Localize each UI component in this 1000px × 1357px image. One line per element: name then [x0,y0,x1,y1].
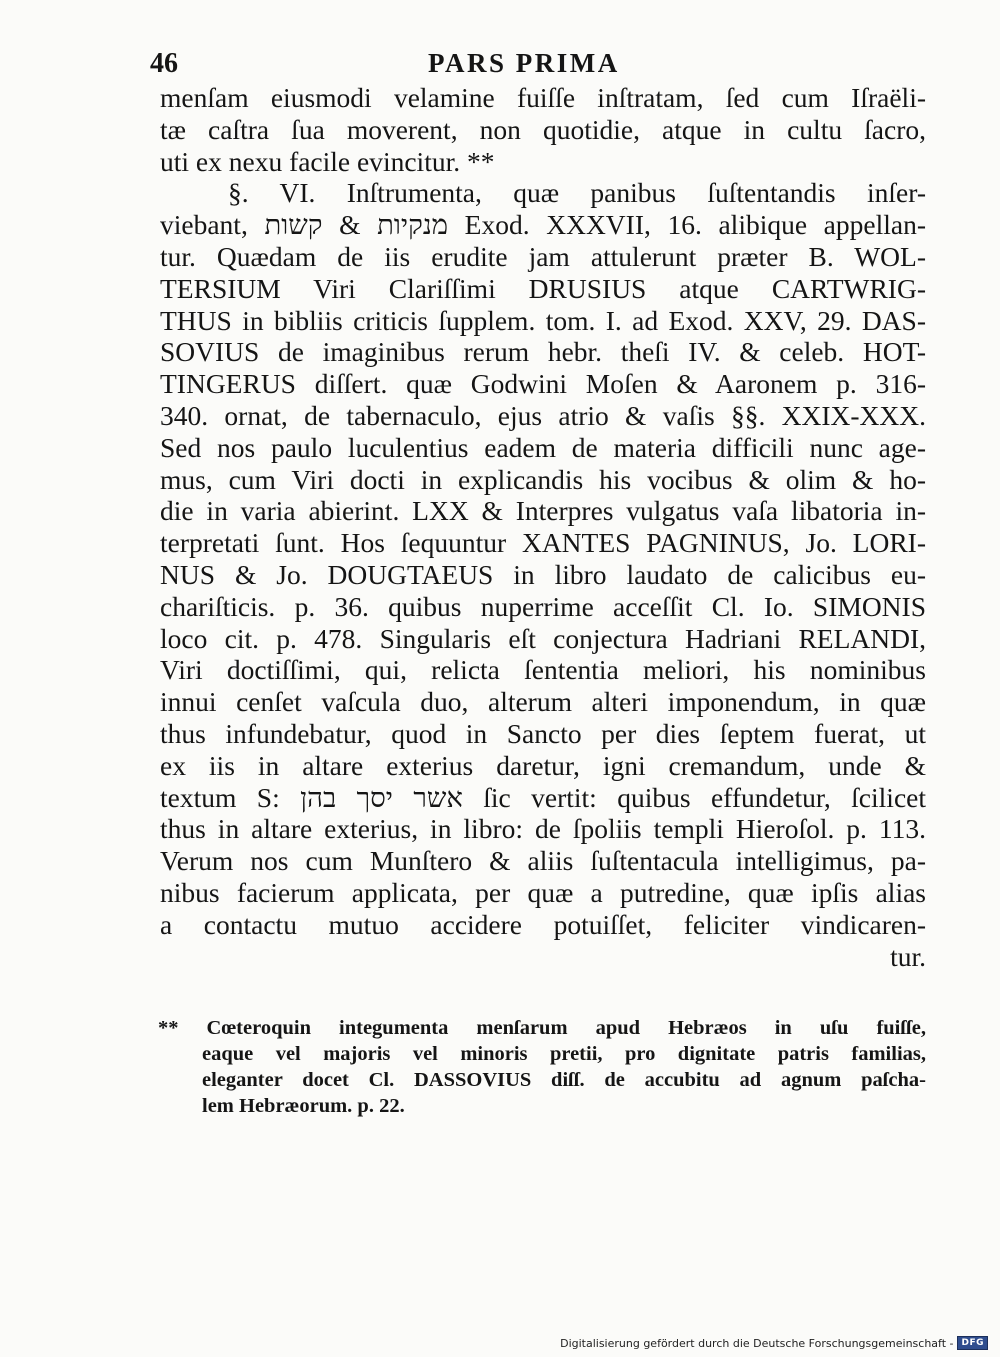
text-line: mus, cum Viri docti in explicandis his vocibus & olim & ho- [160,463,926,495]
footnote-line: eaque vel majoris vel minoris pretii, pro dignitate patris familias, [202,1043,926,1065]
footnote-line: lem Hebræorum. p. 22. [202,1095,405,1117]
text-line: terpretati ſunt. Hos ſequuntur XANTES PAGNINUS, Jo. LORI- [160,527,926,559]
footnote-line: ** Cœteroquin integumenta menſarum apud Hebræos in uſu fuiſſe, [158,1017,926,1039]
text-line: uti ex nexu facile evincitur. ** [160,145,495,177]
text-line: tur. [890,940,926,972]
text-line: tæ caſtra ſua moverent, non quotidie, atque in cultu ſacro, [160,113,926,145]
footnote [158,1015,926,1119]
text-line: innui cenſet vaſcula duo, alterum alteri imponendum, in quæ [160,686,926,718]
text-line: a contactu mutuo accidere potuiſſet, feliciter vindicaren- [160,908,926,940]
text-line: SOVIUS de imaginibus rerum hebr. theſi IV. & celeb. HOT- [160,336,926,368]
digitization-credit [560,1335,988,1351]
footnote-line: eleganter docet Cl. DASSOVIUS diſſ. de accubitu ad agnum paſcha- [202,1069,926,1091]
text-line: Viri doctiſſimi, qui, relicta ſententia meliori, his nominibus [160,654,926,686]
page-header [0,44,1000,84]
text-line: loco cit. p. 478. Singularis eſt conjectura Hadriani RELANDI, [160,622,926,654]
text-line: TINGERUS diſſert. quæ Godwini Moſen & Aaronem p. 316- [160,368,926,400]
text-line: Verum nos cum Munſtero & aliis ſuſtentacula intelligimus, pa- [160,845,926,877]
text-line: thus infundebatur, quod in Sancto per dies ſeptem fuerat, ut [160,717,926,749]
text-line: thus in altare exterius, in libro: de ſpoliis templi Hieroſol. p. 113. [160,813,926,845]
running-head: PARS PRIMA [428,48,620,78]
text-line: 340. ornat, de tabernaculo, ejus atrio & vaſis §§. XXIX-XXX. [160,399,926,431]
text-line: die in varia abierint. LXX & Interpres vulgatus vaſa libatoria in- [160,495,926,527]
text-line: textum S: אשר יסך בהן ſic vertit: quibus effundetur, ſcilicet [160,781,926,813]
page-number: 46 [150,48,178,79]
text-line: §. VI. Inſtrumenta, quæ panibus ſuſtentandis inſer- [228,177,926,209]
text-line: TERSIUM Viri Clariſſimi DRUSIUS atque CARTWRIG- [160,272,926,304]
text-line: menſam eiusmodi velamine fuiſſe inſtratam, ſed cum Iſraëli- [160,82,926,113]
text-line: chariſticis. p. 36. quibus nuperrime acceſſit Cl. Io. SIMONIS [160,590,926,622]
text-line: nibus facierum applicata, per quæ a putredine, quæ ipſis alias [160,876,926,908]
text-line: THUS in bibliis criticis ſupplem. tom. I. ad Exod. XXV, 29. DAS- [160,304,926,336]
text-line: tur. Quædam de iis erudite jam attulerunt præter B. WOL- [160,240,926,272]
dfg-logo: DFG [957,1336,988,1350]
body-text [160,82,926,972]
text-line: NUS & Jo. DOUGTAEUS in libro laudato de calicibus eu- [160,558,926,590]
text-line: ex iis in altare exterius daretur, igni cremandum, unde & [160,749,926,781]
credit-text: Digitalisierung gefördert durch die Deutsche Forschungsgemeinschaft - [560,1336,954,1350]
text-line: viebant, מנקיות & קשות Exod. XXXVII, 16. alibique appellan- [160,209,926,241]
text-line: Sed nos paulo luculentius eadem de materia difficili nunc age- [160,431,926,463]
